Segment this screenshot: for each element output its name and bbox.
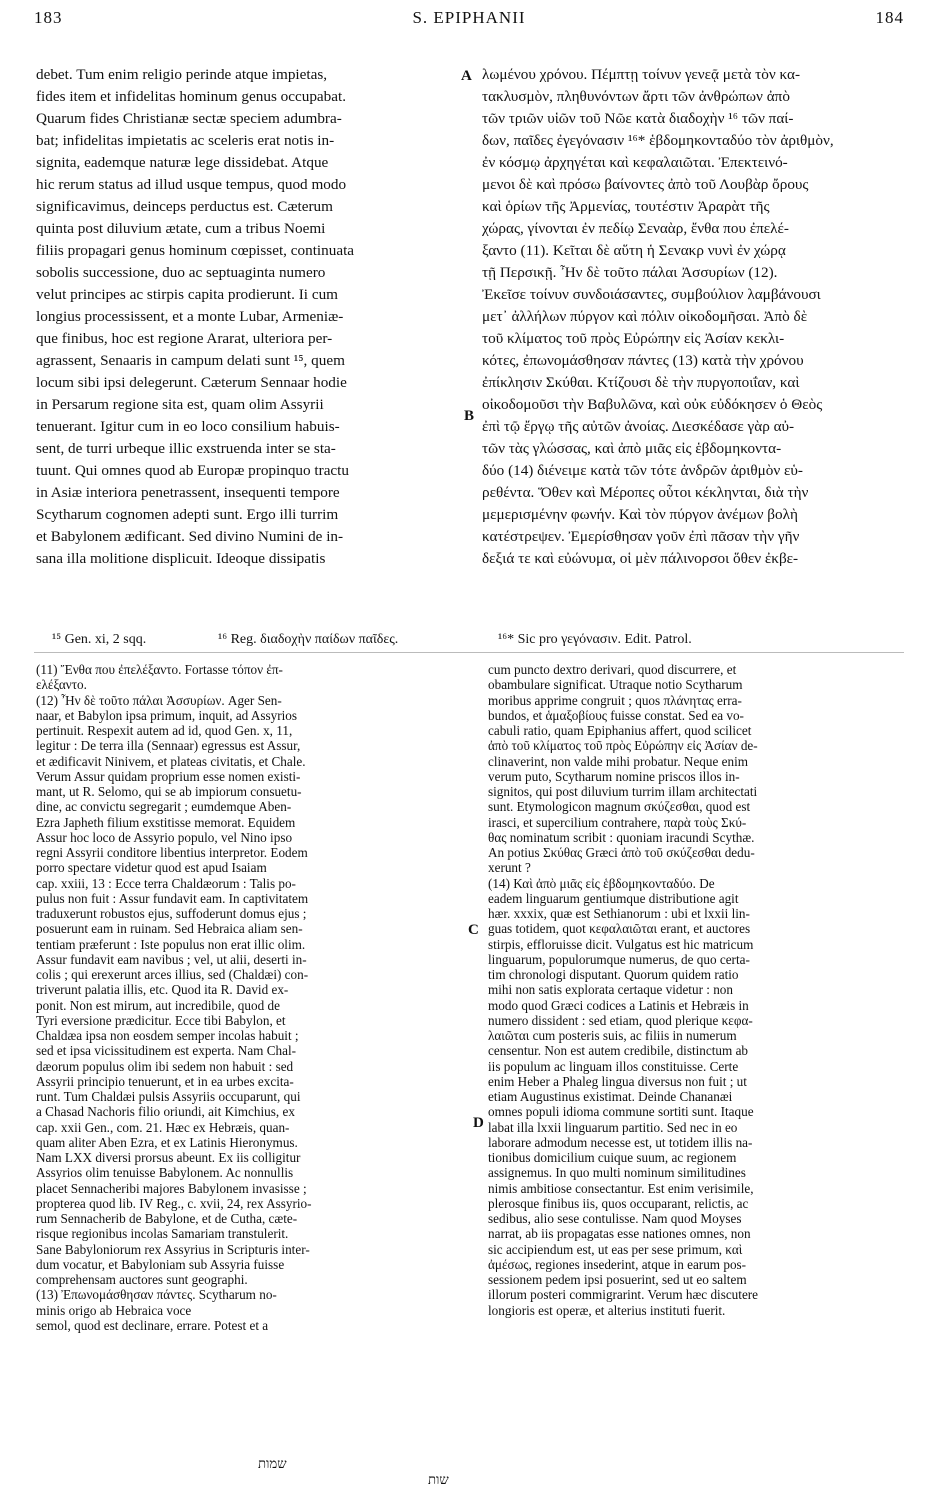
text-line: verum puto, Scytharum nomine priscos illos in- [488,768,740,784]
text-line: Assur hoc loco de Assyrio populo, vel Nino ipso [36,829,293,845]
text-line: τακλυσμὸν, πληθυνόντων ἄρτι τῶν ἀνθρώπων ἀπὸ [482,88,790,105]
text-line: stirpis, effloruisse dicit. Vulgatus est hic matricum [488,936,754,952]
commentary-left-column [36,662,468,1333]
page-number-right: 184 [875,8,904,27]
text-line: hær. xxxix, quæ est Sethianorum : ubi et lxxii lin- [488,906,750,921]
text-line: sic accipiendum est, ut eas per sese primum, καὶ [488,1241,743,1257]
hebrew-word-shot: שות [428,1473,449,1488]
running-header [34,8,904,38]
text-line: modo quod Græci codices a Latinis et Hebræis in [488,997,749,1013]
text-line: μετ᾽ ἀλλήλων πύργον καὶ πόλιν οἰκοδομῆσαι. Ἀπὸ δὲ [482,308,808,325]
text-line: δεξιά τε καὶ εὐώνυμα, οἱ μὲν πάλινορσοι ὅθεν ἐκβε- [482,550,799,567]
text-line: pertinuit. Respexit autem ad id, quod Gen. x, 11, [36,723,293,738]
text-line: τῇ Περσικῇ. Ἦν δὲ τοῦτο πάλαι Ἀσσυρίων (12). [482,264,778,281]
text-line: filiis propagari genus hominum cœpisset, continuata [36,242,355,259]
text-line: velut principes ac stirpis capita prodierunt. Ii cum [36,286,338,303]
text-line: An potius Σκύθας Græci ἀπὸ τοῦ σκύζεσθαι dedu- [488,845,755,860]
text-line: enim Heber a Phaleg lingua diversus non fuit ; ut [488,1073,747,1089]
text-line: locum sibi ipsi delegerunt. Cæterum Sennaar hodie [36,374,347,391]
text-line: a Chasad Nachoris filio oriundi, ait Kimchius, ex [36,1104,295,1120]
text-line: (14) Καὶ ἀπὸ μιᾶς εἰς ἑβδομηκονταδύο. De [488,875,715,891]
text-line: χώρας, γίνονται ἐν πεδίῳ Σεναὰρ, ἔνθα που ἐπελέ- [482,220,789,237]
text-line: tentiam præferunt : Iste populus non erat illic olim. [36,936,306,952]
text-line: dine, ac convictu segregarit ; eumdemque Aben- [36,799,292,815]
text-line: sana illa molitione displicuit. Ideoque dissipatis [36,550,326,567]
text-line: linguarum, populorumque numerus, de quo certa- [488,951,750,967]
text-line: cap. xxiii, 13 : Ecce terra Chaldæorum : Talis po- [36,875,296,891]
page-number-left: 183 [34,8,63,27]
text-line: (11) Ἔνθα που ἐπελέξαντο. Fortasse τόπον ἐπ- [36,662,283,677]
text-line: colis ; qui erexerunt arces illius, sed (Chaldæi) con- [36,967,309,982]
text-line: mihi non satis explorata certaque videtur : non [488,982,733,998]
text-line: cabuli ratio, quam Epiphanius affert, quod scilicet [488,723,752,738]
text-line: regni Assyrii conditore libentius interpretor. Eodem [36,845,308,860]
text-line: Assyrii principio tenuerunt, et in ea urbes excita- [36,1073,294,1089]
text-line: μενοι δὲ καὶ πρόσω βαίνοντες ἀπὸ τοῦ Λουβὰρ ὄρους [482,176,809,193]
text-line: censentur. Non est autem credibile, distinctum ab [488,1043,749,1059]
text-line: Tyri eversione prædicitur. Ecce tibi Babylon, et [36,1012,286,1028]
running-title: S. EPIPHANII [412,8,526,27]
text-line: sessionem pedem ipsi posuerint, sed ut eo saltem [488,1272,747,1287]
text-line: Sane Babyloniorum rex Assyrius in Scripturis inter- [36,1241,310,1257]
text-line: Assur fundavit eam navibus ; vel, ut alii, deserti in- [36,951,307,967]
text-line: plerosque finibus iis, quos occuparant, relictis, ac [488,1195,749,1211]
text-line: nimis ambitiose consectantur. Est enim verisimile, [488,1180,754,1196]
text-line: (12) Ἦν δὲ τοῦτο πάλαι Ἀσσυρίων. Ager Sen- [36,692,282,708]
text-line: fides item et infidelitas hominum genus occupabat. [36,88,347,105]
text-line: longioris est operæ, et alterius instituti fuerit. [488,1302,726,1318]
text-line: ἐπὶ τῷ ἔργῳ τῆς αὐτῶν ἀνοίας. Διεσκέδασε γὰρ αὐ- [482,418,795,435]
text-line: in Persarum regione sita est, quam olim Assyrii [36,396,324,413]
text-line: κότες, ἐπωνομάσθησαν πάντες (13) κατὰ τὴν χρόνου [482,352,804,369]
text-line: legitur : De terra illa (Sennaar) egressus est Assur, [36,738,301,754]
text-line: guas totidem, quot κεφαλαιῶται erant, et auctores [488,921,751,937]
text-line: ἐν κόσμῳ ἀρχηγέται καὶ κεφαλαιῶται. Ἐπεκτεινό- [482,154,788,171]
text-line: traduxerunt robustos ejus, suffoderunt domus ejus ; [36,906,307,921]
text-line: dum vocatur, et Babyloniam sub Assyria fuisse [36,1256,285,1272]
text-line: ρεθέντα. Ὅθεν καὶ Μέροπες οὗτοι κέκληνται, διὰ τὴν [482,484,809,501]
text-line: naar, et Babylon ipsa primum, inquit, ad Assyrios [36,707,297,723]
text-line: καὶ ὁρίων τῆς Ἀρμενίας, τουτέστιν Ἀραρὰτ τῆς [482,198,770,215]
text-line: sobolis successione, duo ac septuaginta numero [36,264,326,281]
text-line: dæorum populus olim ibi sedem non habuit : sed [36,1058,294,1074]
text-line: que finibus, hoc est regione Ararat, ulteriora per- [36,330,333,347]
footnote-16-star: ¹⁶* Sic pro γεγόνασιν. Edit. Patrol. [498,632,692,647]
text-line: tenuerant. Igitur cum in eo loco consilium habuis- [36,418,340,435]
text-line: placet Sennacheribi majores Babylonem invasisse ; [36,1180,307,1196]
text-line: agrassent, Senaaris in campum delati sunt ¹⁵, quem [36,352,345,369]
text-line: δύο (14) διένειμε κατὰ τῶν τότε ἀνδρῶν ἀριθμὸν εὑ- [482,462,803,479]
text-line: runt. Tum Chaldæi pulsis Assyriis occuparunt, qui [36,1089,301,1104]
text-line: hic rerum status ad illud usque tempus, quod modo [36,176,347,193]
text-line: semol, quod est declinare, errare. Potest et a [36,1317,269,1333]
text-line: significavimus, deinceps perductus est. Cæterum [36,198,333,215]
text-line: mant, ut R. Selomo, qui se ab impiorum consuetu- [36,784,302,799]
text-line: iis populum ac linguam illos constituisse. Certe [488,1058,739,1074]
text-line: sed et ipsa vicissitudinem est experta. Nam Chal- [36,1043,297,1059]
text-line: debet. Tum enim religio perinde atque impietas, [36,66,328,83]
text-line: tim chronologi disputant. Quorum quidem ratio [488,967,739,982]
text-line: narrat, ab iis propagatas esse nationes omnes, non [488,1226,751,1242]
text-line: τῶν τριῶν υἱῶν τοῦ Νῶε κατὰ διαδοχὴν ¹⁶ τῶν παί- [482,110,794,127]
footnote-divider [34,652,904,653]
text-line: eadem linguarum gentiumque distributione agit [488,890,739,906]
text-line: laborare admodum necesse est, ut totidem illis na- [488,1134,753,1150]
text-line: posuerunt eam in ruinam. Sed Hebraica aliam sen- [36,921,303,937]
text-line: sunt. Etymologicon magnum σκύζεσθαι, quod est [488,799,751,815]
latin-main-column [36,64,458,570]
text-line: οἰκοδομοῦσι τὴν Βαβυλῶνα, καὶ οὐκ εὐδόκησεν ὁ Θεὸς [482,396,823,413]
text-line: Scytharum cognomen adepti sunt. Ergo illi turrim [36,506,339,523]
text-line: omnes populi idioma commune sortiti sunt. Itaque [488,1104,754,1120]
margin-letter-c: C [468,922,479,938]
text-line: xerunt ? [488,860,531,876]
text-line: clinaverint, non valde mihi probatur. Neque enim [488,753,749,769]
text-line: ξαντο (11). Κεῖται δὲ αὕτη ἡ Σενακρ νυνὶ ἐν χώρᾳ [482,242,786,259]
text-line: ἀπὸ τοῦ κλίματος τοῦ πρὸς Εὐρώπην εἰς Ἀσίαν de- [488,738,758,754]
text-line: Nam LXX diversi prorsus abeunt. Ex iis colligitur [36,1150,301,1165]
text-line: rum Sennacherib de Babylone, et de Cutha, cæte- [36,1211,298,1226]
text-line: assignemus. In quo multi nominum similitudines [488,1165,746,1181]
text-line: κατέστρεψεν. Ἐμερίσθησαν γοῦν ἐπὶ πᾶσαν τὴν γῆν [482,528,800,545]
commentary-right-column [488,662,906,1318]
text-line: porro spectare videtur quod est apud Isaiam [36,860,267,876]
text-line: et Babylonem ædificant. Sed divino Numini de in- [36,528,344,545]
margin-letter-d: D [473,1115,484,1131]
text-line: Verum Assur quidam proprium esse nomen existi- [36,768,301,784]
margin-letter-b: B [464,408,475,424]
text-line: longius processissent, et a monte Lubar, Armeniæ- [36,308,344,325]
text-line: minis origo ab Hebraica voce [36,1302,192,1318]
text-line: ελέξαντο. [36,677,87,693]
text-line: bat; infidelitas impietatis ac sceleris erat notis in- [36,132,335,149]
text-line: tuunt. Qui omnes quod ab Europæ propinquo tractu [36,462,349,479]
text-line: μεμερισμένην φωνήν. Καὶ τὸν πύργον ἀνέμων βολὴ [482,506,798,523]
text-line: cap. xxii Gen., com. 21. Hæc ex Hebræis, quan- [36,1119,290,1135]
text-line: cum puncto dextro derivari, quod discurrere, et [488,662,737,677]
text-line: bundos, et ἁμαξοβίους fuisse constat. Sed ea vo- [488,707,744,723]
text-line: θας nominatum scribit : quoniam iracundi Scythæ. [488,829,755,845]
footnote-16: ¹⁶ Reg. διαδοχὴν παίδων παῖδες. [218,632,399,647]
greek-main-column [482,64,906,570]
text-line: risque regionibus incolas Samariam transtulerit. [36,1226,289,1242]
margin-letter-a: A [461,68,472,84]
text-line: Ἐκεῖσε τοίνυν συνδοιάσαντες, συμβούλιον λαμβάνουσι [482,286,821,303]
text-line: sedibus, alio sese contulisse. Nam quod Moyses [488,1211,742,1226]
text-line: Chaldæa ipsa non eosdem semper incolas habuit ; [36,1028,299,1043]
text-line: Assyrios olim tenuisse Babylonem. Ac nonnullis [36,1165,294,1181]
text-line: et ædificavit Ninivem, et plateas civitatis, et Chale. [36,753,306,769]
text-line: λαιῶται cum posteris suis, ac filiis in numerum [488,1028,737,1043]
text-line: etiam Augustinus existimat. Deinde Chananæi [488,1089,733,1104]
text-line: τῶν τὰς γλώσσας, καὶ ἀπὸ μιᾶς εἰς ἑβδομηκοντα- [482,440,782,457]
text-line: sent, de turri urbeque illic exstruenda inter se sta- [36,440,336,457]
text-line: (13) Ἐπωνομάσθησαν πάντες. Scytharum no- [36,1287,277,1303]
text-line: moribus apprime congruit ; quos πλάνητας erra- [488,692,742,708]
text-line: quam aliter Aben Ezra, et ex Latinis Hieronymus. [36,1134,298,1150]
text-line: numero dissident : sed etiam, quod plerique κεφα- [488,1012,753,1028]
text-line: signitos, qui post diluvium turrim illam architectati [488,784,758,799]
text-line: ἐπίκλησιν Σκύθαι. Κτίζουσι δὲ τὴν πυργοποιΐαν, καὶ [482,374,800,391]
text-line: ponit. Non est mirum, aut incredibile, quod de [36,997,280,1013]
text-line: τοῦ κλίματος τοῦ πρὸς Εὐρώπην εἰς Ἀσίαν κεκλι- [482,330,785,347]
text-line: in Asiæ interiora penetrassent, insequenti tempore [36,484,340,501]
text-line: pulus non fuit : Assur fundavit eam. In captivitatem [36,890,309,906]
text-line: signita, eademque naturæ lege dissidebat. Atque [36,154,329,171]
hebrew-word-shemot: שמות [258,1457,287,1472]
text-line: Ezra Japheth filium exstitisse memorat. Equidem [36,814,296,830]
text-line: triverunt palatia illis, etc. Quod ita R. David ex- [36,982,289,998]
text-line: quinta post diluvium ætate, cum a tribus Noemi [36,220,326,237]
text-line: irasci, et supercilium contrahere, παρὰ τοὺς Σκύ- [488,814,747,830]
text-line: obambulare significat. Utraque notio Scytharum [488,677,743,693]
text-line: illorum posteri commigrarint. Verum hæc discutere [488,1287,759,1303]
footnote-15: ¹⁵ Gen. xi, 2 sqq. [52,632,147,647]
text-line: labat illa lxxii linguarum partitio. Sed nec in eo [488,1119,738,1135]
text-line: tionibus domicilium cuique suum, ac regionem [488,1150,737,1165]
text-line: Quarum fides Christianæ sectæ speciem adumbra- [36,110,342,127]
text-line: comprehensam auctores sunt geographi. [36,1272,248,1287]
text-line: propterea quod lib. IV Reg., c. xvii, 24, rex Assyrio- [36,1195,312,1211]
text-line: λωμένου χρόνου. Πέμπτῃ τοίνυν γενεᾷ μετὰ τὸν κα- [482,66,801,83]
text-line: ἀμέσως, regiones insederint, atque in earum pos- [488,1256,747,1272]
text-line: δων, παῖδες ἐγεγόνασιν ¹⁶* ἑβδομηκονταδύο τὸν ἀριθμὸν, [482,132,834,149]
